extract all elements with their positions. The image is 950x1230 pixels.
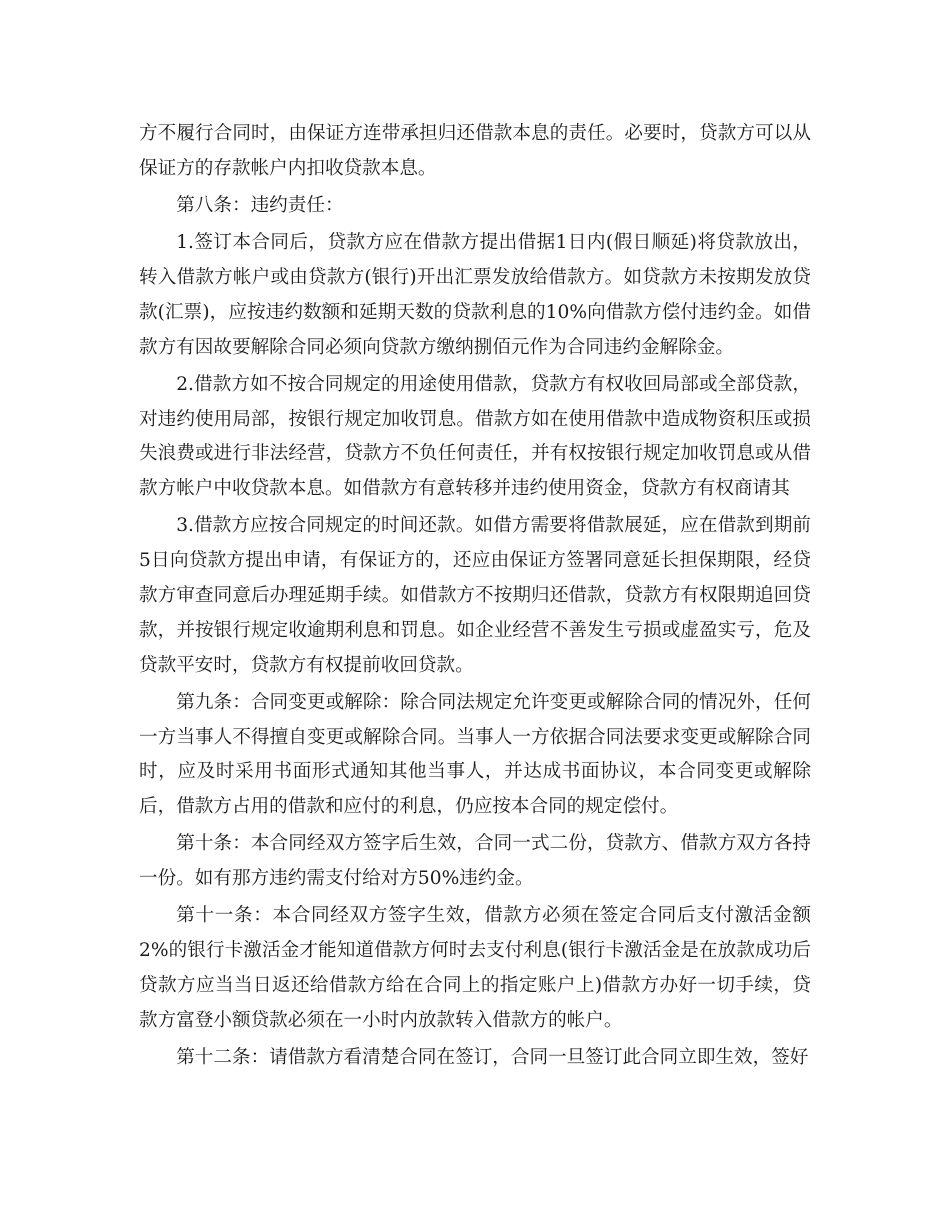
paragraph-guarantee-continuation: 方不履行合同时，由保证方连带承担归还借款本息的责任。必要时，贷款方可以从保证方的存款帐户内扣收贷款本息。 xyxy=(139,123,811,179)
article-9-paragraph: 第九条：合同变更或解除：除合同法规定允许变更或解除合同的情况外，任何一方当事人不得擅自变更或解除合同。当事人一方依据合同法要求变更或解除合同时，应及时采用书面形式通知其他当事人，并达成书面协议，本合同变更或解除后，借款方占用的借款和应付的利息，仍应按本合同的规定偿付。 xyxy=(139,691,811,818)
article-8-heading: 第八条：违约责任： xyxy=(176,194,344,216)
article-8-item-3: 3.借款方应按合同规定的时间还款。如借方需要将借款展延，应在借款到期前5日向贷款方提出申请，有保证方的，还应由保证方签署同意延长担保期限，经贷款方审查同意后办理延期手续。如借款方不按期归还借款，贷款方有权限期追回贷款，并按银行规定收逾期利息和罚息。如企业经营不善发生亏损或虚盈实亏，危及贷款平安时，贷款方有权提前收回贷款。 xyxy=(139,515,811,676)
article-8-item-1: 1.签订本合同后，贷款方应在借款方提出借据1日内(假日顺延)将贷款放出，转入借款方帐户或由贷款方(银行)开出汇票发放给借款方。如贷款方未按期发放贷款(汇票)，应按违约数额和延期天数的贷款利息的10%向借款方偿付违约金。如借款方有因故要解除合同必须向贷款方缴纳捌佰元作为合同违约金解除金。 xyxy=(139,232,811,358)
article-12-paragraph: 第十二条：请借款方看清楚合同在签订，合同一旦签订此合同立即生效，签好 xyxy=(176,1046,809,1068)
document-body xyxy=(139,117,811,1078)
article-8-item-2: 2.借款方如不按合同规定的用途使用借款，贷款方有权收回局部或全部贷款，对违约使用局部，按银行规定加收罚息。借款方如在使用借款中造成物资积压或损失浪费或进行非法经营，贷款方不负任何责任，并有权按银行规定加收罚息或从借款方帐户中收贷款本息。如借款方有意转移并违约使用资金，贷款方有权商请其 xyxy=(139,373,811,500)
article-11-paragraph: 第十一条：本合同经双方签字生效，借款方必须在签定合同后支付激活金额2%的银行卡激活金才能知道借款方何时去支付利息(银行卡激活金是在放款成功后贷款方应当当日返还给借款方给在合同上的指定账户上)借款方办好一切手续，贷款方富登小额贷款必须在一小时内放款转入借款方的帐户。 xyxy=(139,905,811,1031)
article-10-paragraph: 第十条：本合同经双方签字后生效，合同一式二份，贷款方、借款方双方各持一份。如有那方违约需支付给对方50%违约金。 xyxy=(139,833,811,890)
